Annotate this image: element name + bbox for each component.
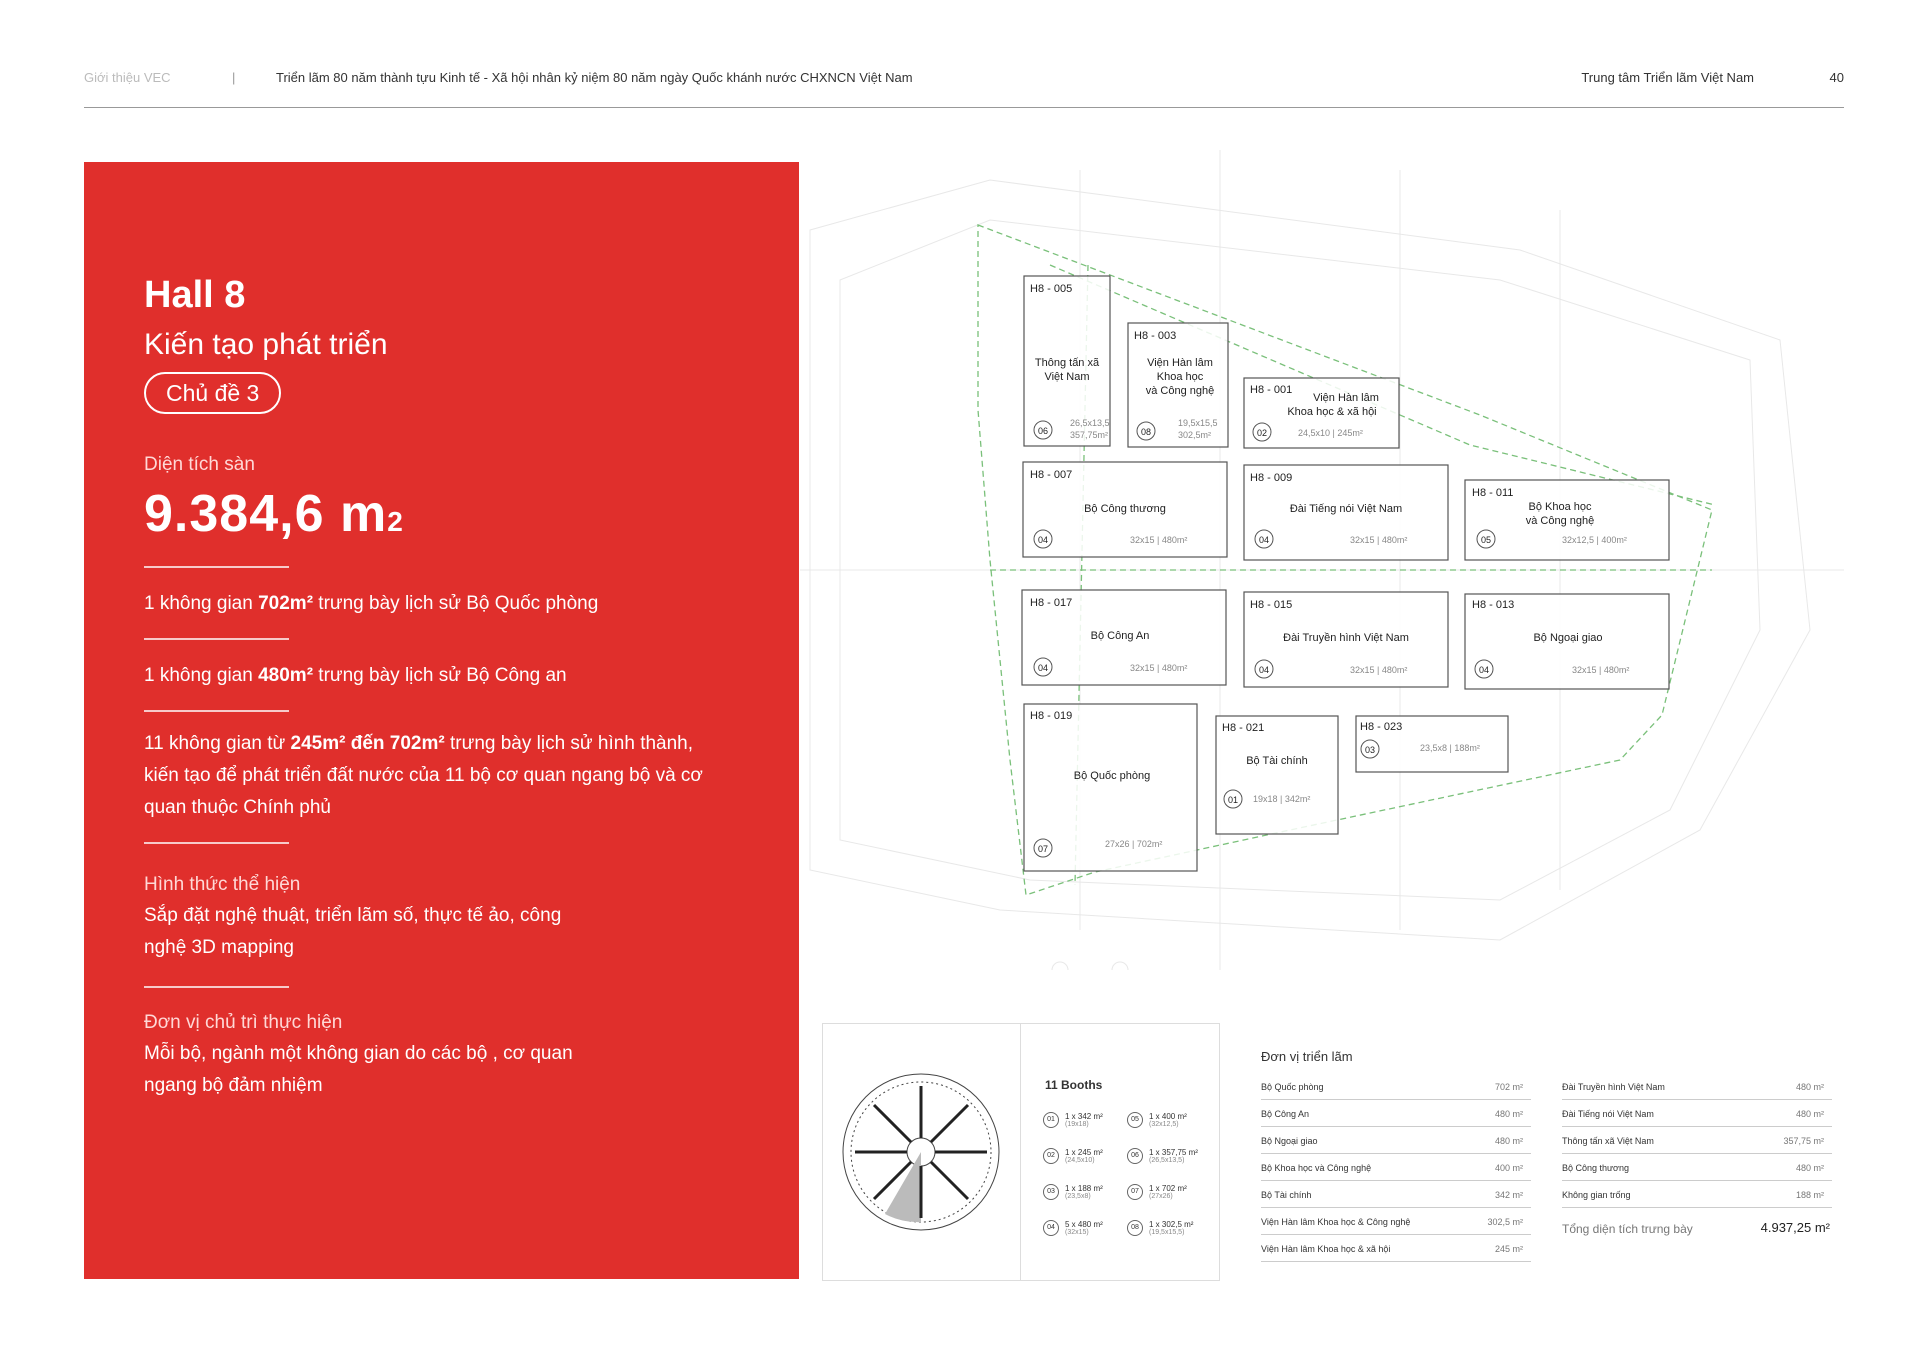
unit-name: Viện Hàn lâm Khoa học & Công nghệ bbox=[1261, 1217, 1411, 1227]
booth-legend-dims: (32x12,5) bbox=[1149, 1121, 1179, 1128]
booth-legend-count: 1 x 702 m² bbox=[1149, 1184, 1187, 1193]
hall-title: Hall 8 bbox=[144, 274, 246, 316]
booth-code: H8 - 013 bbox=[1472, 599, 1515, 611]
floor-area-number: 9.384,6 m bbox=[144, 485, 388, 543]
booths-legend-title: 11 Booths bbox=[1045, 1078, 1103, 1092]
booth-name: và Công nghệ bbox=[1145, 385, 1215, 397]
theme-badge: Chủ đề 3 bbox=[144, 372, 281, 414]
booth-code: H8 - 003 bbox=[1134, 330, 1177, 342]
booth-number: 03 bbox=[1364, 745, 1376, 755]
booth-size: 26,5x13,5 bbox=[1070, 418, 1110, 428]
units-title: Đơn vị triển lãm bbox=[1261, 1049, 1353, 1064]
booth-code: H8 - 019 bbox=[1030, 710, 1073, 722]
unit-name: Đài Truyền hình Việt Nam bbox=[1562, 1082, 1665, 1092]
page-header bbox=[84, 70, 1844, 90]
booth-legend-number: 08 bbox=[1127, 1220, 1143, 1236]
unit-row bbox=[1261, 1154, 1531, 1181]
booth-name: Bộ Tài chính bbox=[1246, 755, 1308, 767]
unit-name: Bộ Công thương bbox=[1562, 1163, 1629, 1173]
unit-row bbox=[1562, 1154, 1832, 1181]
hall-location-map bbox=[822, 1023, 1020, 1281]
booth-legend-count: 1 x 188 m² bbox=[1065, 1184, 1103, 1193]
booth-area: 357,75m² bbox=[1070, 430, 1109, 440]
booth-name: Bộ Ngoại giao bbox=[1533, 632, 1603, 644]
unit-name: Đài Tiếng nói Việt Nam bbox=[1562, 1109, 1654, 1119]
booth-area: 302,5m² bbox=[1178, 430, 1212, 440]
booth-name: Viện Hàn lâm bbox=[1147, 357, 1213, 369]
total-area-label: Tổng diện tích trưng bày bbox=[1562, 1222, 1693, 1236]
unit-row bbox=[1562, 1181, 1832, 1208]
unit-area: 245 m² bbox=[1494, 1244, 1523, 1254]
hall-info-panel bbox=[84, 162, 799, 1279]
booth-number: 04 bbox=[1478, 665, 1490, 675]
booth-legend-count: 1 x 245 m² bbox=[1065, 1148, 1103, 1157]
booth-size: 32x15 | 480m² bbox=[1350, 665, 1408, 675]
floor-area-unit-sup: 2 bbox=[387, 506, 404, 537]
text: trưng bày lịch sử Bộ Quốc phòng bbox=[313, 593, 599, 614]
unit-area: 702 m² bbox=[1494, 1082, 1523, 1092]
header-divider bbox=[84, 107, 1844, 108]
unit-row bbox=[1261, 1073, 1531, 1100]
booth-size: 27x26 | 702m² bbox=[1105, 839, 1163, 849]
unit-name: Bộ Công An bbox=[1261, 1109, 1310, 1119]
booth-size: 32x12,5 | 400m² bbox=[1562, 535, 1627, 545]
booth-name: và Công nghệ bbox=[1525, 515, 1595, 527]
text: 1 không gian bbox=[144, 593, 259, 614]
unit-row bbox=[1261, 1235, 1531, 1262]
circular-hall-diagram bbox=[823, 1024, 1021, 1282]
unit-name: Thông tấn xã Việt Nam bbox=[1562, 1136, 1654, 1146]
booth-name: Bộ Công thương bbox=[1084, 503, 1166, 515]
booth-size: 23,5x8 | 188m² bbox=[1420, 743, 1480, 753]
booth-number: 02 bbox=[1256, 428, 1268, 438]
booth-code: H8 - 005 bbox=[1030, 283, 1073, 295]
unit-area: 480 m² bbox=[1795, 1163, 1824, 1173]
booth-code: H8 - 011 bbox=[1472, 487, 1514, 499]
unit-row bbox=[1261, 1208, 1531, 1235]
hall-subtitle: Kiến tạo phát triển bbox=[144, 328, 388, 361]
booth-number: 07 bbox=[1037, 844, 1049, 854]
booth-size: 24,5x10 | 245m² bbox=[1298, 428, 1363, 438]
unit-area: 357,75 m² bbox=[1783, 1136, 1824, 1146]
booth-size: 32x15 | 480m² bbox=[1130, 535, 1188, 545]
booth-legend-count: 5 x 480 m² bbox=[1065, 1220, 1103, 1229]
unit-name: Bộ Ngoại giao bbox=[1261, 1136, 1318, 1146]
divider bbox=[144, 566, 289, 568]
form-label: Hình thức thể hiện bbox=[144, 874, 301, 895]
booth-name: Bộ Công An bbox=[1090, 630, 1150, 642]
booth-name: Bộ Khoa học bbox=[1528, 501, 1592, 513]
floor-area-label: Diện tích sàn bbox=[144, 454, 255, 475]
booth-name: Khoa học & xã hội bbox=[1287, 406, 1377, 418]
booth-name: Đài Truyền hình Việt Nam bbox=[1283, 632, 1409, 644]
highlight: 480m² bbox=[258, 665, 314, 686]
unit-area: 480 m² bbox=[1795, 1082, 1824, 1092]
divider bbox=[144, 986, 289, 988]
floor-area-value bbox=[144, 484, 404, 544]
booth-name: Đài Tiếng nói Việt Nam bbox=[1289, 503, 1403, 515]
unit-row bbox=[1261, 1181, 1531, 1208]
booth-legend-dims: (26,5x13,5) bbox=[1149, 1157, 1185, 1164]
booth-legend-count: 1 x 400 m² bbox=[1149, 1112, 1187, 1121]
booth-number: 04 bbox=[1037, 535, 1049, 545]
document-title: Triển lãm 80 năm thành tựu Kinh tế - Xã hội nhân kỷ niệm 80 năm ngày Quốc khánh nước CHXNCN Việt Nam bbox=[276, 70, 913, 85]
booth-legend-number: 05 bbox=[1127, 1112, 1143, 1128]
feature-ministries bbox=[144, 728, 724, 824]
booth-legend-number: 07 bbox=[1127, 1184, 1143, 1200]
unit-row bbox=[1261, 1127, 1531, 1154]
unit-row bbox=[1562, 1127, 1832, 1154]
booth-code: H8 - 023 bbox=[1360, 721, 1403, 733]
booth-legend-number: 02 bbox=[1043, 1148, 1059, 1164]
booth-legend-count: 1 x 357,75 m² bbox=[1149, 1148, 1198, 1157]
unit-name: Không gian trống bbox=[1562, 1190, 1631, 1200]
booth-code: H8 - 021 bbox=[1222, 722, 1265, 734]
booths-legend bbox=[1020, 1023, 1220, 1281]
booth-name: Khoa học bbox=[1156, 371, 1204, 383]
section-name: Giới thiệu VEC bbox=[84, 70, 171, 85]
booth-size: 32x15 | 480m² bbox=[1130, 663, 1188, 673]
highlight: 702m² bbox=[258, 593, 314, 614]
unit-row bbox=[1562, 1100, 1832, 1127]
unit-row bbox=[1562, 1073, 1832, 1100]
booth-name: Việt Nam bbox=[1044, 371, 1090, 383]
page-number: 40 bbox=[1829, 70, 1844, 85]
booth-number: 04 bbox=[1258, 665, 1270, 675]
venue-name: Trung tâm Triển lãm Việt Nam bbox=[1581, 70, 1754, 85]
text: 1 không gian bbox=[144, 665, 259, 686]
booth-number: 04 bbox=[1258, 535, 1270, 545]
unit-name: Bộ Tài chính bbox=[1261, 1190, 1312, 1200]
unit-area: 302,5 m² bbox=[1487, 1217, 1523, 1227]
booth-name: Thông tấn xã bbox=[1034, 357, 1100, 369]
unit-area: 400 m² bbox=[1494, 1163, 1523, 1173]
booth-size: 32x15 | 480m² bbox=[1572, 665, 1630, 675]
booth-code: H8 - 015 bbox=[1250, 599, 1293, 611]
text: trưng bày lịch sử hình thành, kiến tạo để phát triển đất nước của 11 bộ cơ quan ngang bộ và cơ quan thuộc Chính phủ bbox=[144, 733, 703, 818]
unit-area: 480 m² bbox=[1494, 1109, 1523, 1119]
booth-code: H8 - 017 bbox=[1030, 597, 1073, 609]
booth-code: H8 - 001 bbox=[1250, 384, 1293, 396]
booth-legend-number: 04 bbox=[1043, 1220, 1059, 1236]
booth-name: Viện Hàn lâm bbox=[1313, 392, 1379, 404]
unit-name: Viện Hàn lâm Khoa học & xã hội bbox=[1261, 1244, 1391, 1254]
unit-area: 188 m² bbox=[1795, 1190, 1824, 1200]
hall-floor-plan bbox=[800, 110, 1844, 970]
booth-number: 01 bbox=[1227, 795, 1239, 805]
booth-size: 19x18 | 342m² bbox=[1253, 794, 1311, 804]
host-text: Mỗi bộ, ngành một không gian do các bộ , cơ quan ngang bộ đảm nhiệm bbox=[144, 1043, 573, 1096]
booth-legend-number: 01 bbox=[1043, 1112, 1059, 1128]
total-area-value: 4.937,25 m² bbox=[1760, 1220, 1830, 1235]
divider bbox=[144, 710, 289, 712]
booth-legend-dims: (23,5x8) bbox=[1065, 1193, 1091, 1200]
unit-name: Bộ Quốc phòng bbox=[1261, 1082, 1324, 1092]
booth-size: 19,5x15,5 bbox=[1178, 418, 1218, 428]
booth-number: 04 bbox=[1037, 663, 1049, 673]
booth-legend-number: 06 bbox=[1127, 1148, 1143, 1164]
booth-legend-dims: (27x26) bbox=[1149, 1193, 1173, 1200]
booth-legend-count: 1 x 342 m² bbox=[1065, 1112, 1103, 1121]
booth-name: Bộ Quốc phòng bbox=[1073, 770, 1151, 782]
booth-legend-dims: (24,5x10) bbox=[1065, 1157, 1095, 1164]
booth-legend-dims: (19,5x15,5) bbox=[1149, 1229, 1185, 1236]
unit-area: 342 m² bbox=[1494, 1190, 1523, 1200]
text: 11 không gian từ bbox=[144, 733, 291, 754]
form-text: Sắp đặt nghệ thuật, triển lãm số, thực tế ảo, công nghệ 3D mapping bbox=[144, 905, 562, 958]
host-label: Đơn vị chủ trì thực hiện bbox=[144, 1012, 343, 1033]
text: trưng bày lịch sử Bộ Công an bbox=[313, 665, 567, 686]
booth-code: H8 - 009 bbox=[1250, 472, 1293, 484]
feature-police bbox=[144, 660, 724, 692]
unit-row bbox=[1261, 1100, 1531, 1127]
divider bbox=[144, 842, 289, 844]
booth-legend-dims: (32x15) bbox=[1065, 1229, 1089, 1236]
unit-name: Bộ Khoa học và Công nghệ bbox=[1261, 1163, 1372, 1173]
booth-legend-dims: (19x18) bbox=[1065, 1121, 1089, 1128]
unit-area: 480 m² bbox=[1494, 1136, 1523, 1146]
feature-defense bbox=[144, 588, 724, 620]
header-separator: | bbox=[232, 70, 236, 85]
booth-code: H8 - 007 bbox=[1030, 469, 1073, 481]
booth-legend-number: 03 bbox=[1043, 1184, 1059, 1200]
highlight: 245m² đến 702m² bbox=[290, 733, 445, 754]
booth-size: 32x15 | 480m² bbox=[1350, 535, 1408, 545]
booth-number: 06 bbox=[1037, 426, 1049, 436]
highlighted-hall-sector bbox=[885, 1152, 921, 1222]
unit-area: 480 m² bbox=[1795, 1109, 1824, 1119]
divider bbox=[144, 638, 289, 640]
booth-number: 05 bbox=[1480, 535, 1492, 545]
booth-legend-count: 1 x 302,5 m² bbox=[1149, 1220, 1194, 1229]
booth-number: 08 bbox=[1140, 427, 1152, 437]
